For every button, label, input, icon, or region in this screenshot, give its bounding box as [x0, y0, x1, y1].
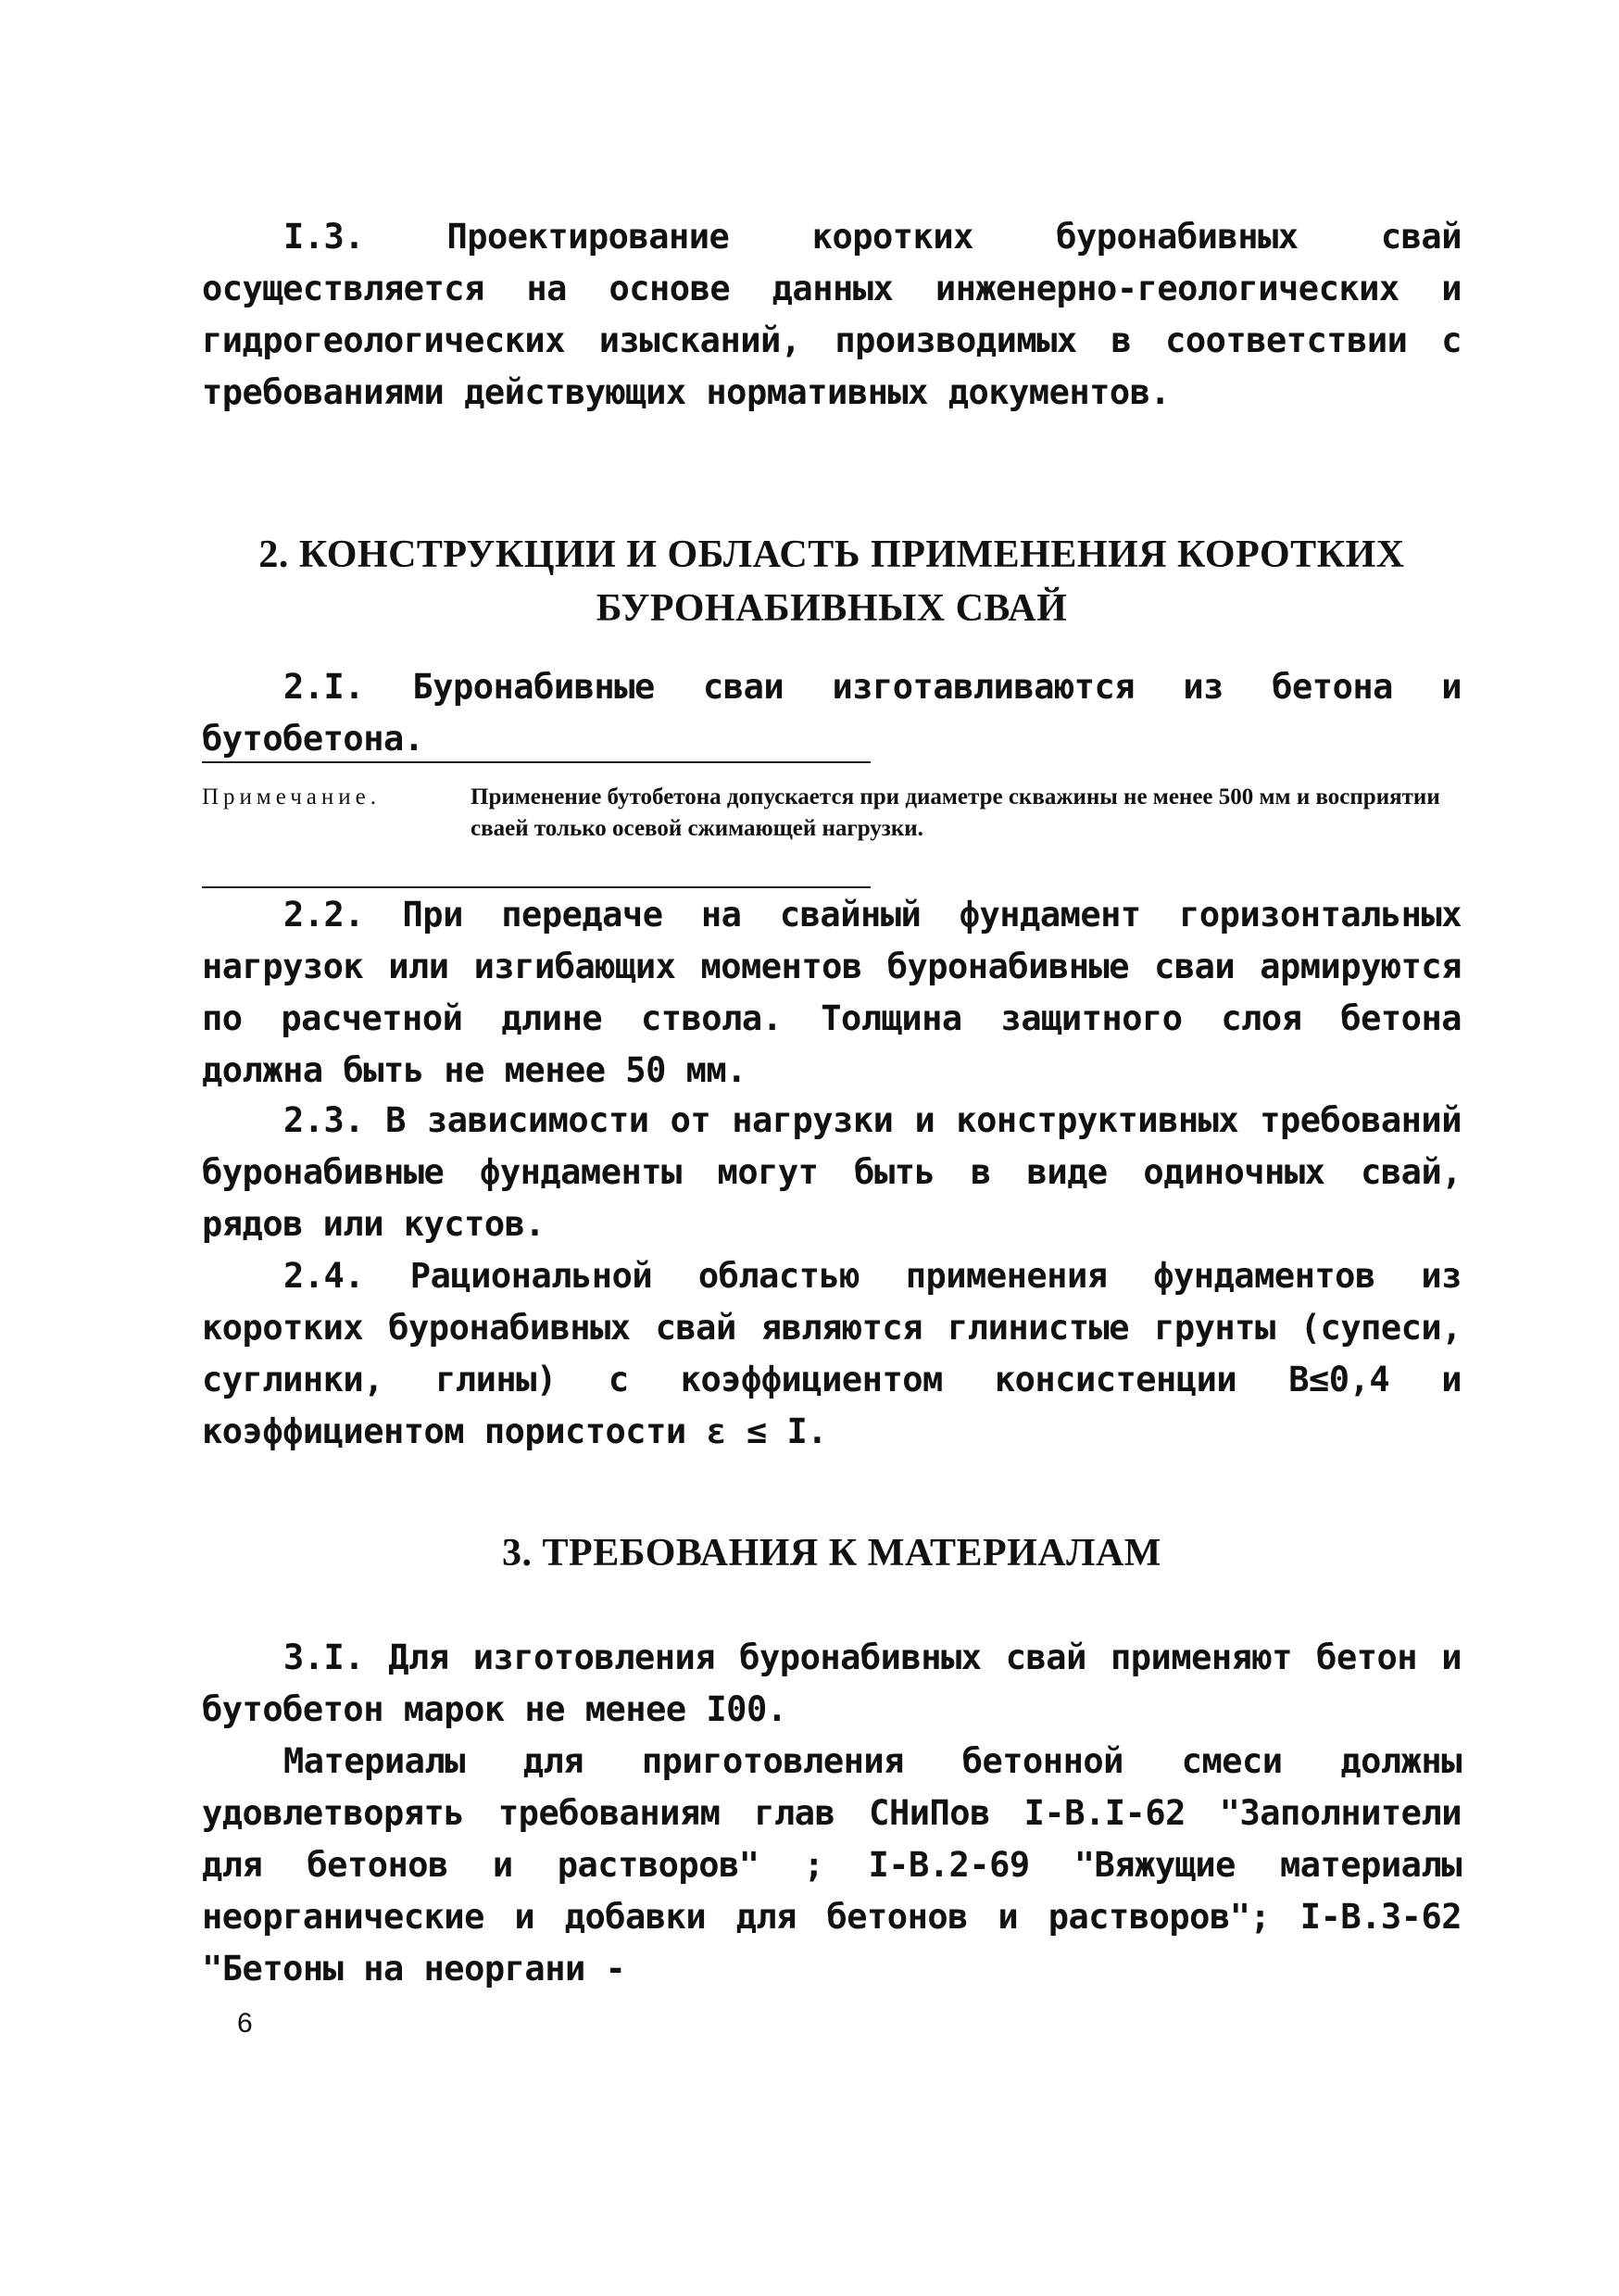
paragraph-materials: Материалы для приготовления бетонной смеси должны удовлетворять требованиям глав СНиПов I-B.I-62 "Заполнители для бетонов и растворов" ; I-B.2-69 "Вяжущие материалы неорганические и добавки для бетонов и растворов"; I-B.3-62 "Бетоны на неоргани -: [202, 1741, 1462, 1989]
paragraph-2-3: 2.3. В зависимости от нагрузки и конструктивных требований буронабивные фундаменты могут быть в виде одиночных свай, рядов или кустов.: [202, 1100, 1462, 1244]
section-3-heading: 3. ТРЕБОВАНИЯ К МАТЕРИАЛАМ: [502, 1532, 1161, 1575]
paragraph-2-4: 2.4. Рациональной областью применения фундаментов из коротких буронабивных свай являются глинистые грунты (супеси, суглинки, глины) с коэффициентом консистенции B≤0,4 и коэффициентом пористости ε ≤ I.: [202, 1256, 1462, 1451]
paragraph-2-2: 2.2. При передаче на свайный фундамент горизонтальных нагрузок или изгибающих моментов буронабивные сваи армируются по расчетной длине ствола. Толщина защитного слоя бетона должна быть не менее 50 мм.: [202, 895, 1462, 1090]
footnote-text: Применение бутобетона допускается при диаметре скважины не менее 500 мм и восприятии сваей только осевой сжимающей нагрузки.: [471, 784, 1440, 841]
note-top-rule: [202, 761, 871, 763]
paragraph-1-3: I.3. Проектирование коротких буронабивных свай осуществляется на основе данных инженерно-геологических и гидрогеологических изысканий, производимых в соответствии с требованиями действующих нормативных документов.: [202, 217, 1462, 412]
footnote-label: Примечание.: [202, 784, 382, 809]
note-bottom-rule: [202, 886, 871, 888]
page-number: 6: [237, 2008, 253, 2039]
footnote: [202, 782, 1462, 884]
section-2-heading: 2. КОНСТРУКЦИИ И ОБЛАСТЬ ПРИМЕНЕНИЯ КОРОТКИХ БУРОНАБИВНЫХ СВАЙ: [258, 533, 1405, 630]
paragraph-3-1: 3.I. Для изготовления буронабивных свай применяют бетон и бутобетон марок не менее I00.: [202, 1637, 1462, 1729]
paragraph-2-1: 2.I. Буронабивные сваи изготавливаются из бетона и бутобетона.: [202, 667, 1462, 759]
